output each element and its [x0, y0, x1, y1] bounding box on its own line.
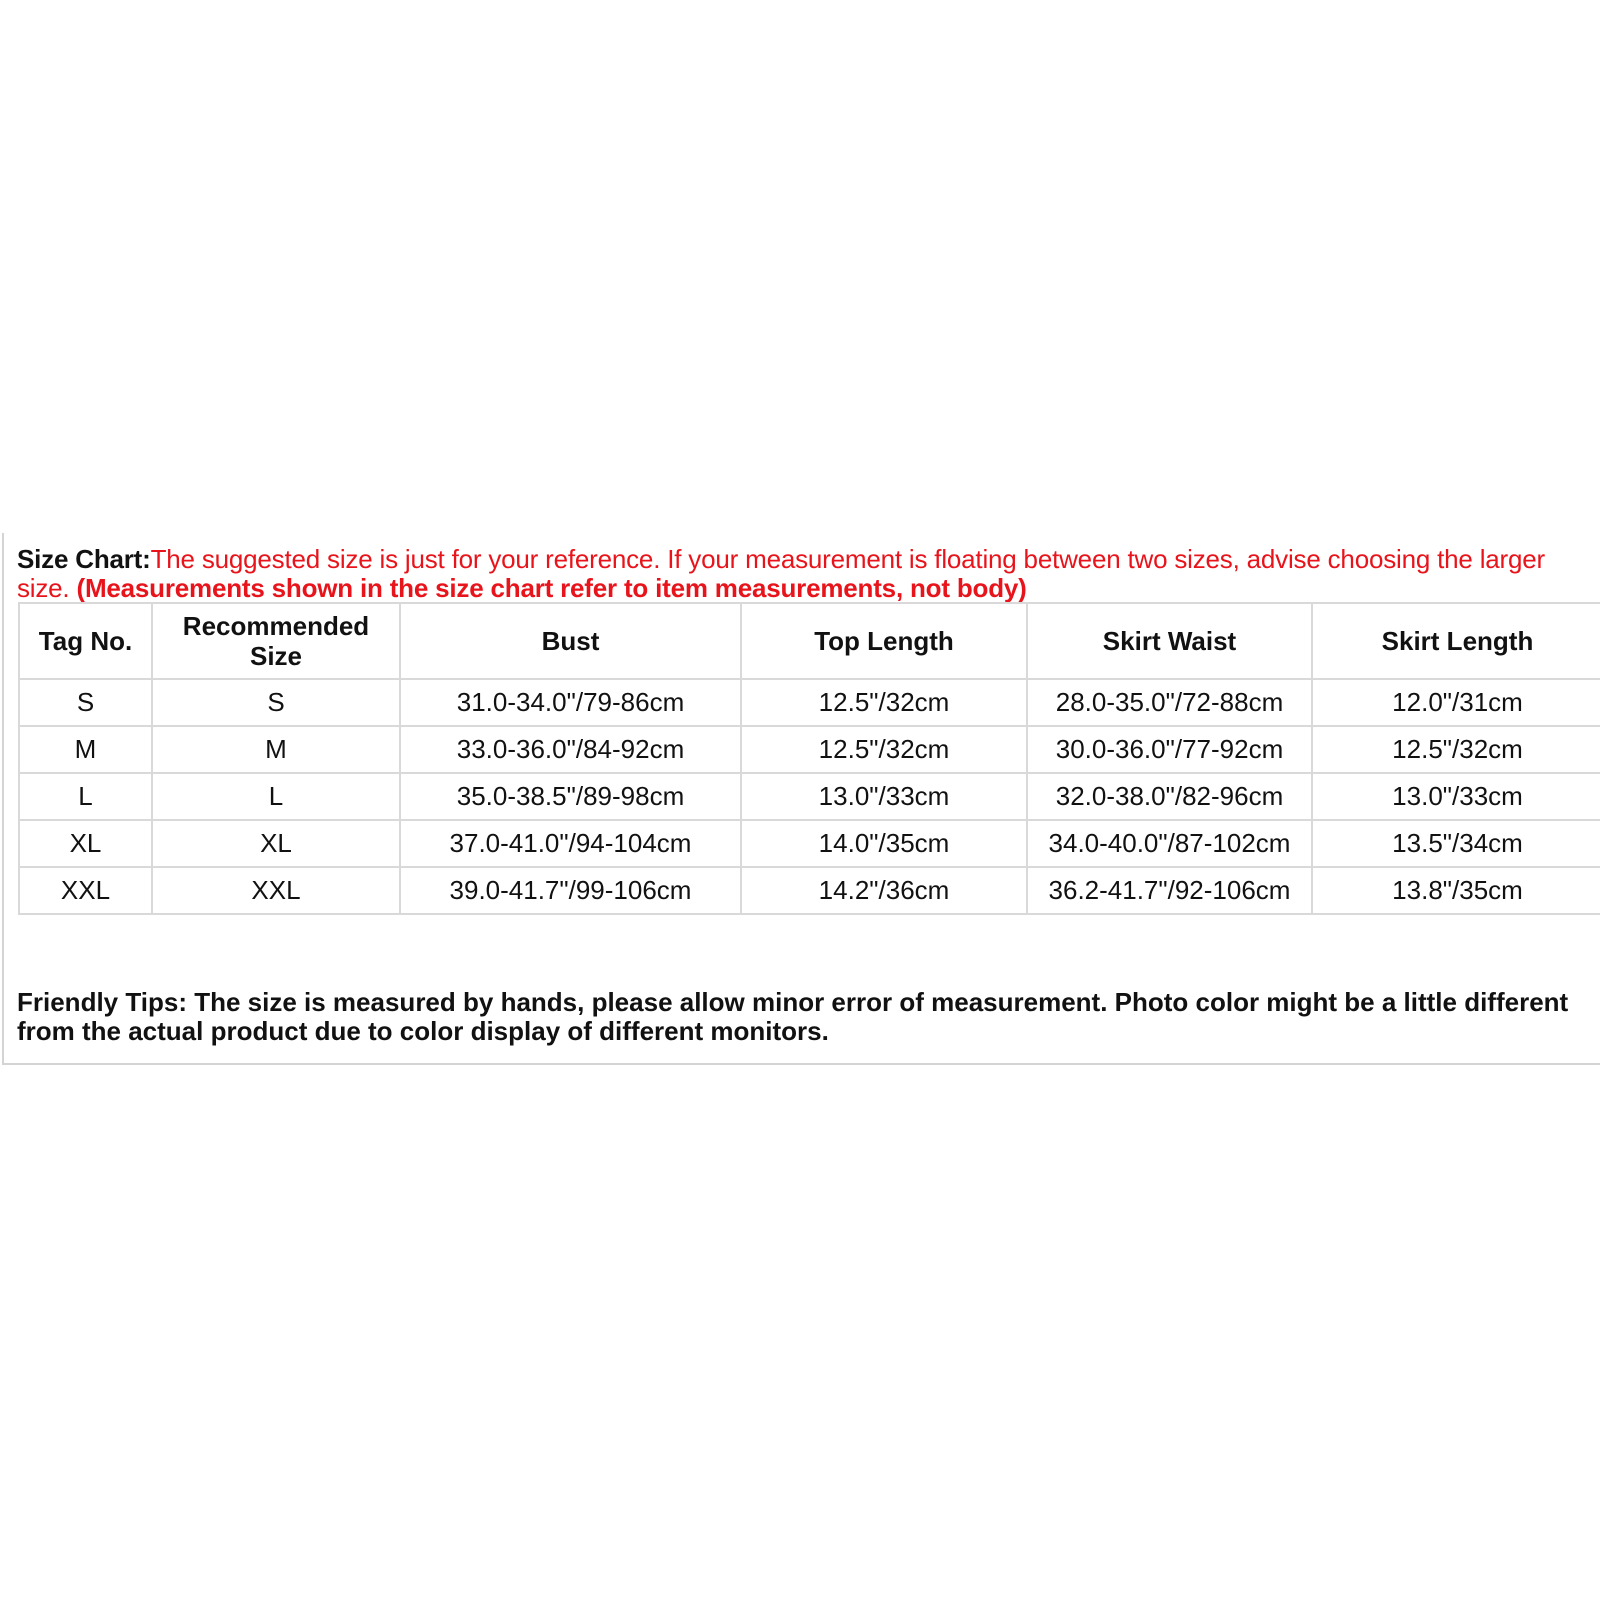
- cell-top-length: 14.0"/35cm: [741, 820, 1027, 867]
- table-row: [19, 679, 1600, 726]
- cell-tag-no: S: [19, 679, 152, 726]
- cell-skirt-length: 12.5"/32cm: [1312, 726, 1600, 773]
- cell-top-length: 12.5"/32cm: [741, 726, 1027, 773]
- cell-bust: 37.0-41.0"/94-104cm: [400, 820, 741, 867]
- cell-tag-no: XL: [19, 820, 152, 867]
- cell-skirt-waist: 32.0-38.0"/82-96cm: [1027, 773, 1312, 820]
- table-row: [19, 820, 1600, 867]
- column-header-recommended-size: Recommended Size: [152, 603, 400, 679]
- size-chart-panel: [2, 533, 1600, 1065]
- cell-tag-no: XXL: [19, 867, 152, 914]
- size-chart-intro: [17, 545, 1587, 603]
- cell-recommended-size: L: [152, 773, 400, 820]
- friendly-tips: Friendly Tips: The size is measured by hands, please allow minor error of measurement. Photo color might be a little different from the actual product due to color display of different monitors.: [17, 987, 1569, 1046]
- cell-recommended-size: M: [152, 726, 400, 773]
- cell-recommended-size: XL: [152, 820, 400, 867]
- column-header-top-length: Top Length: [741, 603, 1027, 679]
- column-header-skirt-length: Skirt Length: [1312, 603, 1600, 679]
- table-row: [19, 726, 1600, 773]
- cell-bust: 31.0-34.0"/79-86cm: [400, 679, 741, 726]
- cell-recommended-size: S: [152, 679, 400, 726]
- cell-tag-no: M: [19, 726, 152, 773]
- cell-skirt-length: 13.0"/33cm: [1312, 773, 1600, 820]
- table-row: [19, 867, 1600, 914]
- cell-skirt-waist: 30.0-36.0"/77-92cm: [1027, 726, 1312, 773]
- cell-top-length: 13.0"/33cm: [741, 773, 1027, 820]
- cell-skirt-waist: 34.0-40.0"/87-102cm: [1027, 820, 1312, 867]
- cell-skirt-length: 13.5"/34cm: [1312, 820, 1600, 867]
- cell-tag-no: L: [19, 773, 152, 820]
- cell-skirt-length: 13.8"/35cm: [1312, 867, 1600, 914]
- column-header-skirt-waist: Skirt Waist: [1027, 603, 1312, 679]
- column-header-tag-no: Tag No.: [19, 603, 152, 679]
- size-chart-label: Size Chart:: [17, 544, 151, 574]
- cell-skirt-waist: 28.0-35.0"/72-88cm: [1027, 679, 1312, 726]
- cell-top-length: 14.2"/36cm: [741, 867, 1027, 914]
- cell-skirt-waist: 36.2-41.7"/92-106cm: [1027, 867, 1312, 914]
- cell-bust: 39.0-41.7"/99-106cm: [400, 867, 741, 914]
- size-table: [18, 602, 1600, 915]
- cell-skirt-length: 12.0"/31cm: [1312, 679, 1600, 726]
- table-row: [19, 773, 1600, 820]
- cell-bust: 35.0-38.5"/89-98cm: [400, 773, 741, 820]
- cell-recommended-size: XXL: [152, 867, 400, 914]
- table-header-row: [19, 603, 1600, 679]
- measurement-disclaimer: (Measurements shown in the size chart refer to item measurements, not body): [76, 573, 1027, 603]
- cell-bust: 33.0-36.0"/84-92cm: [400, 726, 741, 773]
- size-advice-note: The suggested size is just for your reference. If your measurement is floating between two sizes, advise choosing the larger size.: [17, 544, 1545, 603]
- cell-top-length: 12.5"/32cm: [741, 679, 1027, 726]
- column-header-bust: Bust: [400, 603, 741, 679]
